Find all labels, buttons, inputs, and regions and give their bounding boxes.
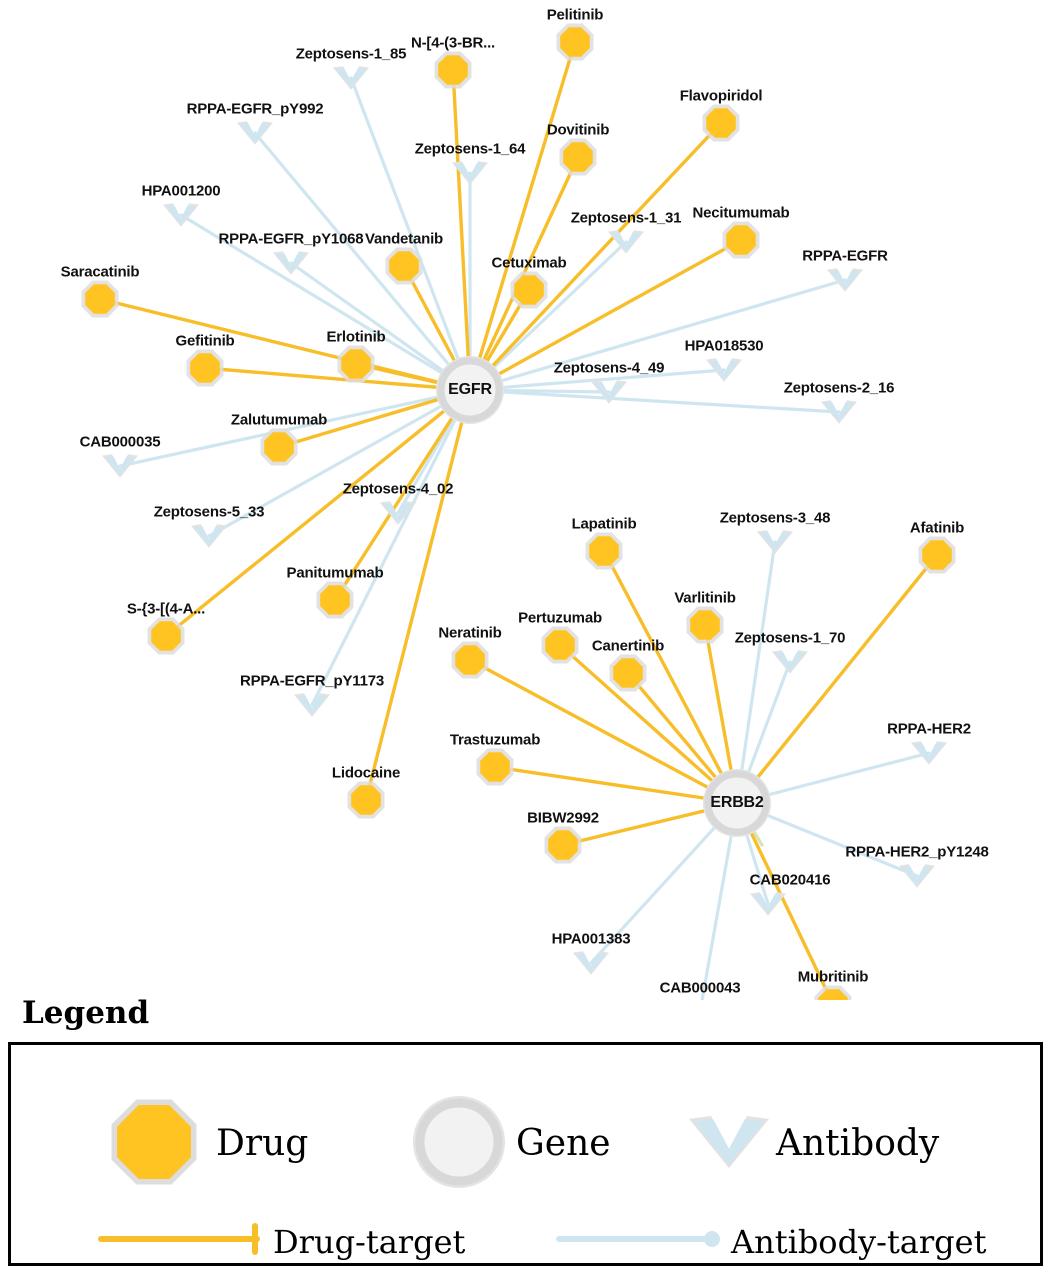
- drug-label: Zalutumumab: [230, 411, 328, 429]
- drug-label: BIBW2992: [527, 809, 599, 827]
- drug-node[interactable]: [613, 658, 643, 688]
- drug-node[interactable]: [690, 610, 720, 640]
- drug-label: Afatinib: [909, 519, 965, 537]
- legend-label-drug-target: Drug-target: [273, 1223, 466, 1261]
- antibody-label: Zeptosens-2_16: [783, 379, 895, 397]
- antibody-label: RPPA-EGFR_pY1068: [218, 230, 364, 248]
- drug-node[interactable]: [320, 585, 350, 615]
- drug-label: Neratinib: [438, 624, 502, 642]
- legend-label-gene: Gene: [516, 1123, 611, 1164]
- drug-label: Trastuzumab: [449, 731, 541, 749]
- drug-node[interactable]: [351, 785, 381, 815]
- drug-node[interactable]: [455, 645, 485, 675]
- drug-label: Saracatinib: [60, 263, 140, 281]
- antibody-node[interactable]: [914, 743, 944, 763]
- gene-label: ERBB2: [710, 794, 764, 811]
- antibody-node[interactable]: [166, 205, 196, 225]
- drug-node[interactable]: [190, 353, 220, 383]
- antibody-label: Zeptosens-4_49: [553, 359, 665, 377]
- antibody-node[interactable]: [576, 953, 606, 973]
- antibody-label: Zeptosens-1_64: [414, 140, 526, 158]
- antibody-label: RPPA-HER2_pY1248: [845, 843, 989, 861]
- drug-node[interactable]: [726, 225, 756, 255]
- legend-label-antibody-target: Antibody-target: [731, 1223, 987, 1261]
- antibody-label: Zeptosens-1_70: [734, 629, 846, 647]
- drug-label: Flavopiridol: [679, 87, 763, 105]
- drug-label: Dovitinib: [546, 121, 610, 139]
- antibody-label: RPPA-EGFR: [802, 247, 888, 265]
- drug-node[interactable]: [514, 275, 544, 305]
- antibody-label: Zeptosens-5_33: [153, 503, 265, 521]
- drug-node[interactable]: [264, 432, 294, 462]
- drug-node[interactable]: [548, 830, 578, 860]
- antibody-node[interactable]: [297, 695, 327, 715]
- drug-label: N-[4-(3-BR...: [410, 34, 496, 52]
- drug-label: Cetuximab: [491, 254, 567, 272]
- drug-node[interactable]: [438, 55, 468, 85]
- legend-label-antibody: Antibody: [776, 1123, 940, 1164]
- antibody-node[interactable]: [455, 163, 485, 183]
- drug-label: Pelitinib: [546, 6, 604, 24]
- drug-node[interactable]: [560, 27, 590, 57]
- antibody-node[interactable]: [824, 402, 854, 422]
- antibody-node[interactable]: [105, 456, 135, 476]
- antibody-node[interactable]: [240, 123, 270, 143]
- drug-node[interactable]: [563, 142, 593, 172]
- antibody-node[interactable]: [383, 503, 413, 523]
- legend-title: Legend: [22, 995, 150, 1031]
- drug-node[interactable]: [480, 752, 510, 782]
- antibody-label: HPA001200: [141, 182, 221, 200]
- antibody-label: HPA018530: [684, 337, 764, 355]
- drug-label: Lidocaine: [331, 764, 401, 782]
- antibody-label: RPPA-HER2: [887, 720, 971, 738]
- legend-box: [8, 1042, 1043, 1266]
- antibody-node[interactable]: [611, 232, 641, 252]
- drug-label: Canertinib: [591, 637, 665, 655]
- legend-drug-icon: [117, 1105, 191, 1179]
- drug-node[interactable]: [151, 621, 181, 651]
- legend-gene-icon: [420, 1103, 498, 1181]
- drug-node[interactable]: [341, 349, 371, 379]
- drug-label: Panitumumab: [286, 564, 384, 582]
- antibody-node[interactable]: [709, 360, 739, 380]
- antibody-label: CAB000043: [659, 979, 741, 997]
- antibody-node[interactable]: [902, 866, 932, 886]
- drug-node[interactable]: [85, 284, 115, 314]
- drug-node[interactable]: [589, 536, 619, 566]
- antibody-node[interactable]: [775, 652, 805, 672]
- drug-node[interactable]: [706, 108, 736, 138]
- antibody-node[interactable]: [760, 532, 790, 552]
- antibody-label: HPA001383: [551, 930, 631, 948]
- drug-node[interactable]: [389, 251, 419, 281]
- antibody-label: CAB000035: [79, 433, 161, 451]
- drug-label: Pertuzumab: [518, 609, 602, 627]
- antibody-node[interactable]: [594, 382, 624, 402]
- antibody-node[interactable]: [336, 68, 366, 88]
- drug-label: Gefitinib: [175, 332, 235, 350]
- antibody-label: Zeptosens-3_48: [719, 509, 831, 527]
- drug-label: Necitumumab: [692, 204, 790, 222]
- antibody-label: Zeptosens-1_85: [295, 45, 407, 63]
- gene-label: EGFR: [448, 381, 492, 398]
- antibody-label: CAB020416: [749, 871, 831, 889]
- drug-node[interactable]: [922, 540, 952, 570]
- drug-node[interactable]: [545, 630, 575, 660]
- antibody-node[interactable]: [194, 526, 224, 546]
- drug-label: Erlotinib: [326, 328, 386, 346]
- legend-label-drug: Drug: [216, 1123, 309, 1164]
- drug-label: S-{3-[(4-A...: [126, 600, 206, 618]
- legend-antibody-icon: [694, 1119, 764, 1165]
- drug-label: Lapatinib: [571, 515, 637, 533]
- drug-label: Vandetanib: [364, 230, 444, 248]
- antibody-label: Zeptosens-4_02: [342, 480, 454, 498]
- antibody-node[interactable]: [830, 270, 860, 290]
- antibody-label: RPPA-EGFR_pY992: [186, 100, 324, 118]
- antibody-label: RPPA-EGFR_pY1173: [239, 672, 385, 690]
- legend-antibody-edge-cap: [704, 1231, 720, 1247]
- antibody-node[interactable]: [276, 253, 306, 273]
- drug-label: Mubritinib: [797, 968, 869, 986]
- antibody-label: Zeptosens-1_31: [570, 209, 682, 227]
- drug-label: Varlitinib: [674, 589, 736, 607]
- antibody-node[interactable]: [753, 894, 783, 914]
